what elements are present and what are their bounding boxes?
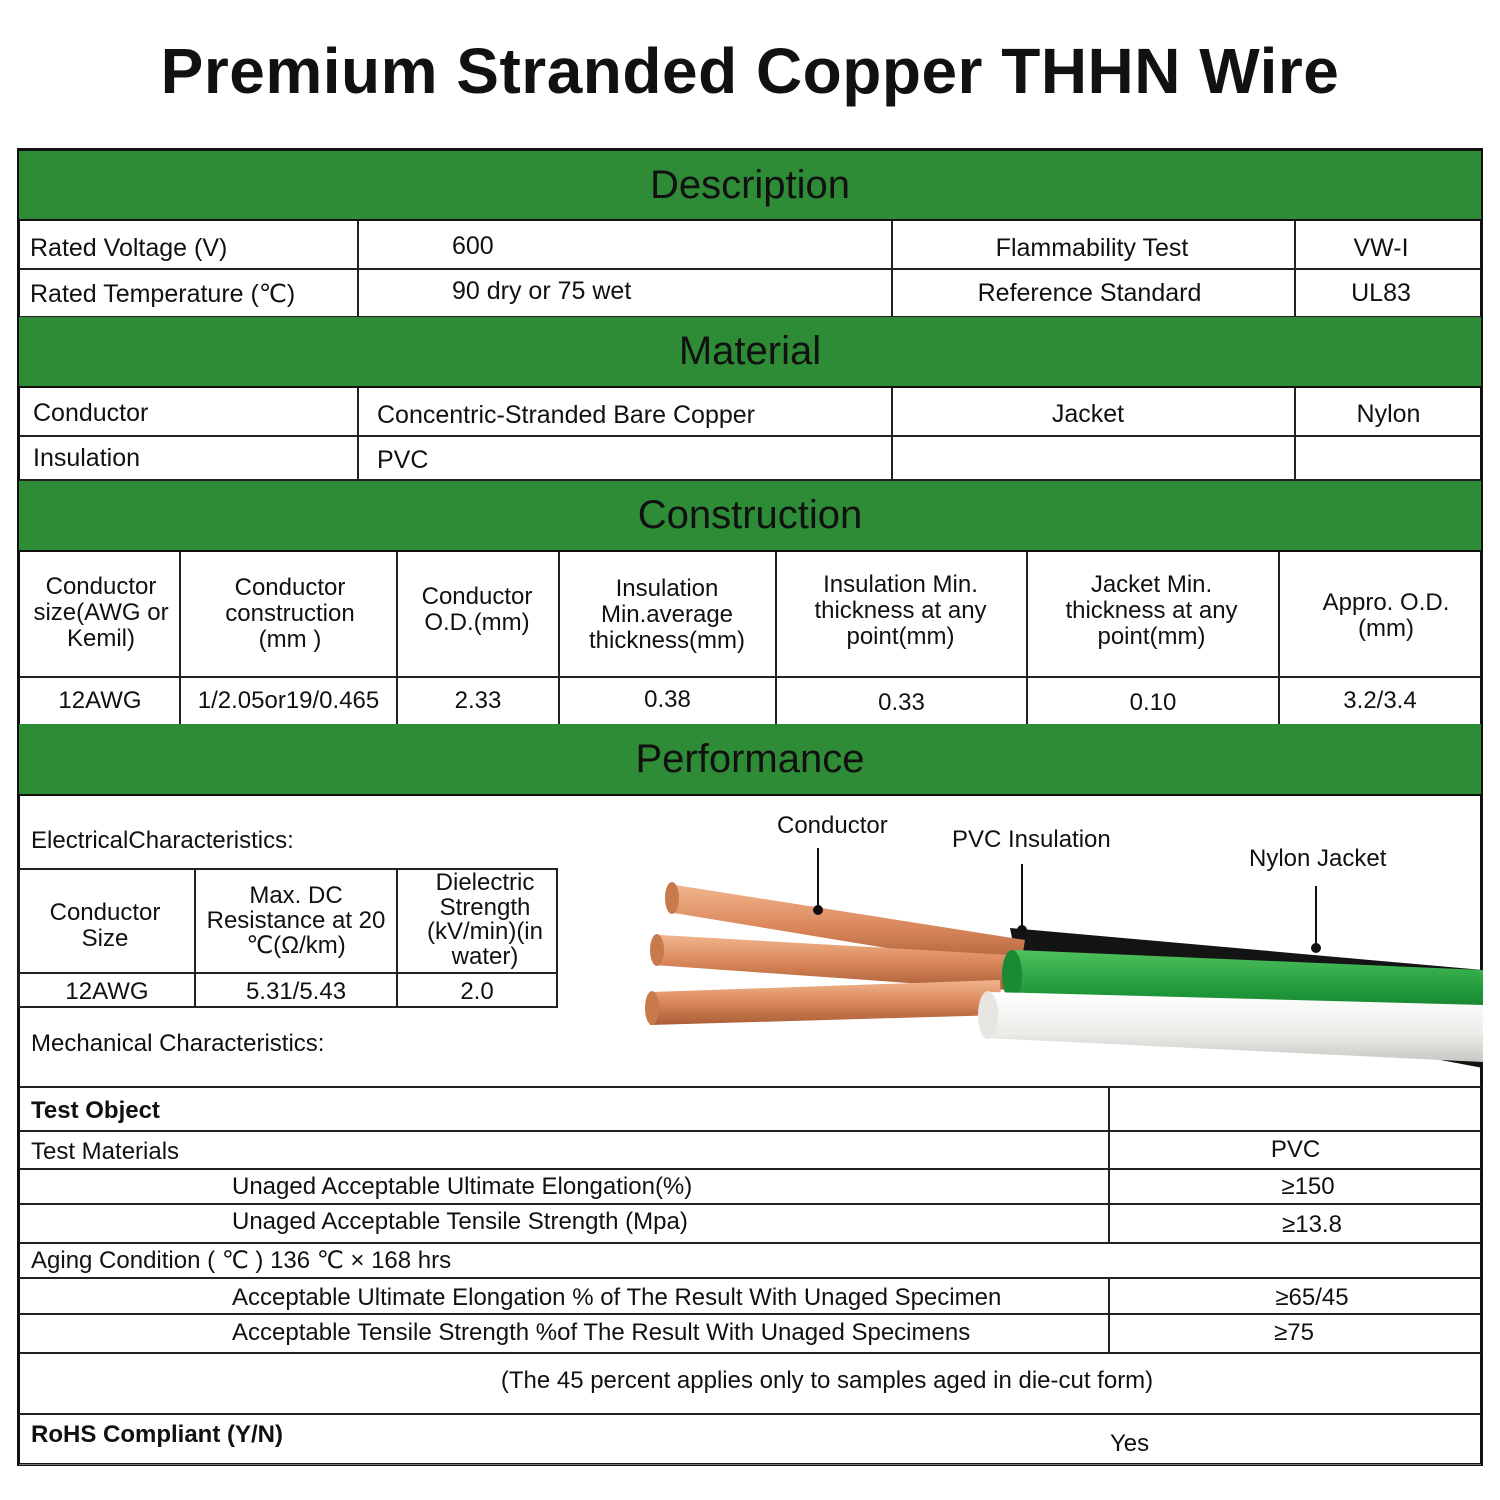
mech-unaged-tensile-label: Unaged Acceptable Tensile Strength (Mpa) bbox=[232, 1208, 688, 1235]
rated-voltage-label: Rated Voltage (V) bbox=[30, 234, 228, 262]
section-header-construction: Construction bbox=[19, 481, 1481, 552]
construction-header-approx-od: Appro. O.D. (mm) bbox=[1322, 589, 1450, 642]
divider bbox=[18, 972, 558, 974]
page-title: Premium Stranded Copper THHN Wire bbox=[160, 35, 1340, 107]
construction-header-insulation-avg: Insulation Min.average thickness(mm) bbox=[588, 575, 745, 654]
electrical-value-size: 12AWG bbox=[65, 978, 149, 1005]
insulation-material-label: Insulation bbox=[33, 444, 141, 472]
electrical-header-resistance: Max. DC Resistance at 20 ℃(Ω/km) bbox=[206, 882, 386, 959]
section-header-performance: Performance bbox=[19, 724, 1481, 796]
construction-value-od: 2.33 bbox=[454, 687, 502, 714]
divider bbox=[357, 388, 359, 480]
construction-header-insulation-min: Insulation Min. thickness at any point(mm) bbox=[814, 571, 987, 650]
bottom-rule bbox=[19, 1464, 1481, 1465]
rohs-value: Yes bbox=[1110, 1430, 1150, 1457]
mech-unaged-tensile-value: ≥13.8 bbox=[1282, 1211, 1342, 1238]
reference-standard-value: UL83 bbox=[1351, 279, 1411, 307]
mech-test-materials-value: PVC bbox=[1270, 1136, 1321, 1163]
conductor-material-value: Concentric-Stranded Bare Copper bbox=[377, 401, 755, 429]
insulation-callout-label: PVC Insulation bbox=[952, 826, 1111, 853]
divider bbox=[19, 1203, 1481, 1205]
copper-end bbox=[650, 934, 664, 966]
construction-value-size: 12AWG bbox=[58, 687, 142, 714]
rated-temperature-value: 90 dry or 75 wet bbox=[452, 277, 632, 305]
jacket-callout-label: Nylon Jacket bbox=[1249, 845, 1387, 872]
insulation-callout-dot bbox=[1017, 925, 1027, 935]
mechanical-heading: Mechanical Characteristics: bbox=[31, 1030, 325, 1057]
mech-aged-tensile-label: Acceptable Tensile Strength %of The Result With Unaged Specimens bbox=[232, 1319, 971, 1346]
mech-test-materials-label: Test Materials bbox=[31, 1138, 180, 1165]
mech-test-object-label: Test Object bbox=[31, 1097, 160, 1124]
construction-value-insulation-avg: 0.38 bbox=[644, 686, 691, 713]
construction-value-jacket-min: 0.10 bbox=[1129, 689, 1177, 716]
divider bbox=[19, 1086, 1481, 1088]
flammability-test-label: Flammability Test bbox=[995, 234, 1189, 262]
electrical-value-resistance: 5.31/5.43 bbox=[245, 978, 347, 1005]
divider bbox=[19, 268, 1481, 270]
construction-header-jacket-min: Jacket Min. thickness at any point(mm) bbox=[1065, 571, 1238, 650]
divider bbox=[19, 676, 1481, 678]
mech-aging-condition-label: Aging Condition ( ℃ ) 136 ℃ × 168 hrs bbox=[31, 1247, 452, 1274]
divider bbox=[19, 435, 1481, 437]
mech-aged-elongation-value: ≥65/45 bbox=[1275, 1284, 1349, 1311]
section-header-material: Material bbox=[19, 317, 1481, 388]
electrical-heading: ElectricalCharacteristics: bbox=[31, 827, 294, 854]
rohs-label: RoHS Compliant (Y/N) bbox=[31, 1421, 283, 1448]
construction-value-insulation-min: 0.33 bbox=[878, 689, 925, 716]
copper-end bbox=[665, 882, 679, 914]
divider bbox=[19, 1277, 1481, 1279]
divider bbox=[19, 1168, 1481, 1170]
divider bbox=[19, 1242, 1481, 1244]
mech-unaged-elongation-value: ≥150 bbox=[1281, 1173, 1335, 1200]
construction-header-conductor-construction: Conductor construction (mm ) bbox=[225, 574, 355, 653]
footnote: (The 45 percent applies only to samples aged in die-cut form) bbox=[500, 1367, 1154, 1394]
jacket-callout-dot bbox=[1311, 943, 1321, 953]
jacket-material-label: Jacket bbox=[1051, 400, 1125, 428]
insulation-material-value: PVC bbox=[377, 446, 429, 474]
white-insulation-end bbox=[978, 991, 998, 1039]
flammability-test-value: VW-I bbox=[1353, 234, 1409, 262]
copper-end bbox=[645, 991, 659, 1025]
electrical-value-dielectric: 2.0 bbox=[460, 978, 494, 1005]
conductor-material-label: Conductor bbox=[33, 399, 149, 427]
divider bbox=[19, 1130, 1481, 1132]
construction-header-conductor-od: Conductor O.D.(mm) bbox=[421, 583, 533, 636]
divider bbox=[19, 1413, 1481, 1415]
electrical-header-dielectric: Dielectric Strength (kV/min)(in water) bbox=[426, 869, 543, 970]
electrical-header-size: Conductor Size bbox=[49, 899, 161, 952]
jacket-material-value: Nylon bbox=[1356, 400, 1421, 428]
conductor-callout-dot bbox=[813, 905, 823, 915]
construction-value-construction: 1/2.05or19/0.465 bbox=[197, 687, 380, 714]
rated-temperature-label: Rated Temperature (℃) bbox=[30, 280, 296, 308]
construction-header-conductor-size: Conductor size(AWG or Kemil) bbox=[33, 573, 169, 652]
conductor-callout-label: Conductor bbox=[777, 812, 888, 839]
mech-unaged-elongation-label: Unaged Acceptable Ultimate Elongation(%) bbox=[232, 1173, 693, 1200]
divider bbox=[19, 1352, 1481, 1354]
mech-aged-elongation-label: Acceptable Ultimate Elongation % of The Result With Unaged Specimen bbox=[232, 1284, 1002, 1311]
reference-standard-label: Reference Standard bbox=[977, 279, 1202, 307]
divider bbox=[357, 221, 359, 317]
copper-strand-3 bbox=[650, 980, 1002, 1025]
section-header-description: Description bbox=[19, 151, 1481, 221]
construction-value-approx-od: 3.2/3.4 bbox=[1343, 687, 1417, 714]
rated-voltage-value: 600 bbox=[452, 232, 494, 260]
divider bbox=[19, 1313, 1481, 1315]
mech-aged-tensile-value: ≥75 bbox=[1274, 1319, 1314, 1346]
